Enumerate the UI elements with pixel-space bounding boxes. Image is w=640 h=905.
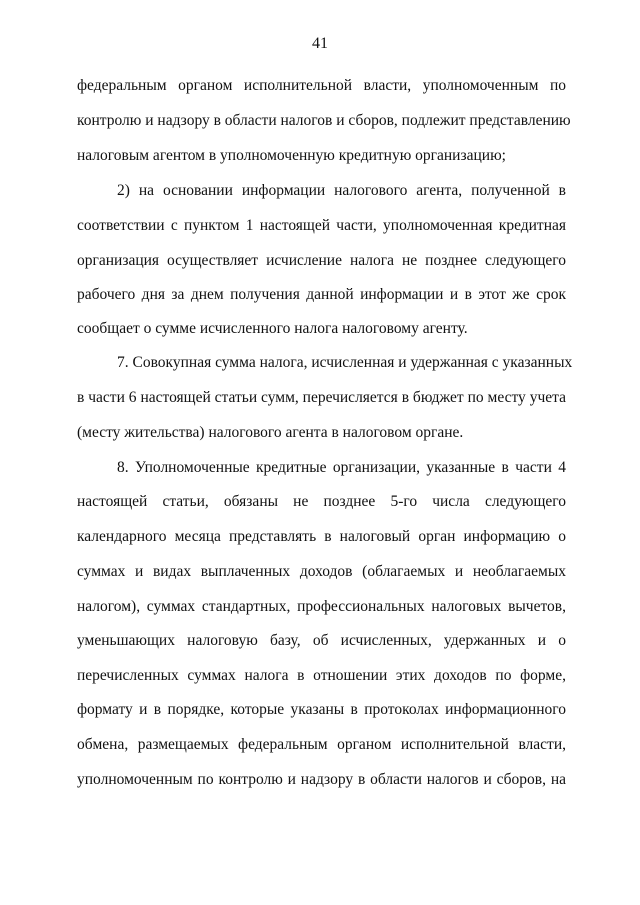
text-line: сообщает о сумме исчисленного налога налоговому агенту. xyxy=(77,320,468,337)
text-line: уменьшающих налоговую базу, об исчисленных, удержанных и о xyxy=(77,632,566,649)
text-line: календарного месяца представлять в налоговый орган информацию о xyxy=(77,528,566,545)
text-line: настоящей статьи, обязаны не позднее 5-го числа следующего xyxy=(77,493,566,510)
text-line: рабочего дня за днем получения данной информации и в этот же срок xyxy=(77,286,566,303)
text-line: федеральным органом исполнительной власти, уполномоченным по xyxy=(77,77,566,94)
text-line: налогом), суммах стандартных, профессиональных налоговых вычетов, xyxy=(77,598,566,615)
text-line: 7. Совокупная сумма налога, исчисленная и удержанная с указанных xyxy=(117,354,573,371)
text-line: соответствии с пунктом 1 настоящей части, уполномоченная кредитная xyxy=(77,217,566,234)
text-line: организация осуществляет исчисление налога не позднее следующего xyxy=(77,252,566,269)
text-line: 2) на основании информации налогового агента, полученной в xyxy=(117,182,566,199)
text-line: 8. Уполномоченные кредитные организации, указанные в части 4 xyxy=(117,459,566,476)
text-line: суммах и видах выплаченных доходов (облагаемых и необлагаемых xyxy=(77,563,566,580)
text-line: налоговым агентом в уполномоченную кредитную организацию; xyxy=(77,147,506,164)
text-line: обмена, размещаемых федеральным органом исполнительной власти, xyxy=(77,736,566,753)
text-line: уполномоченным по контролю и надзору в области налогов и сборов, на xyxy=(77,771,566,788)
text-line: (месту жительства) налогового агента в налоговом органе. xyxy=(77,424,464,441)
text-line: перечисленных суммах налога в отношении этих доходов по форме, xyxy=(77,667,566,684)
text-line: в части 6 настоящей статьи сумм, перечисляется в бюджет по месту учета xyxy=(77,389,566,406)
text-line: формату и в порядке, которые указаны в протоколах информационного xyxy=(77,701,566,718)
text-line: контролю и надзору в области налогов и сборов, подлежит представлению xyxy=(77,112,571,129)
page-number: 41 xyxy=(312,35,328,52)
